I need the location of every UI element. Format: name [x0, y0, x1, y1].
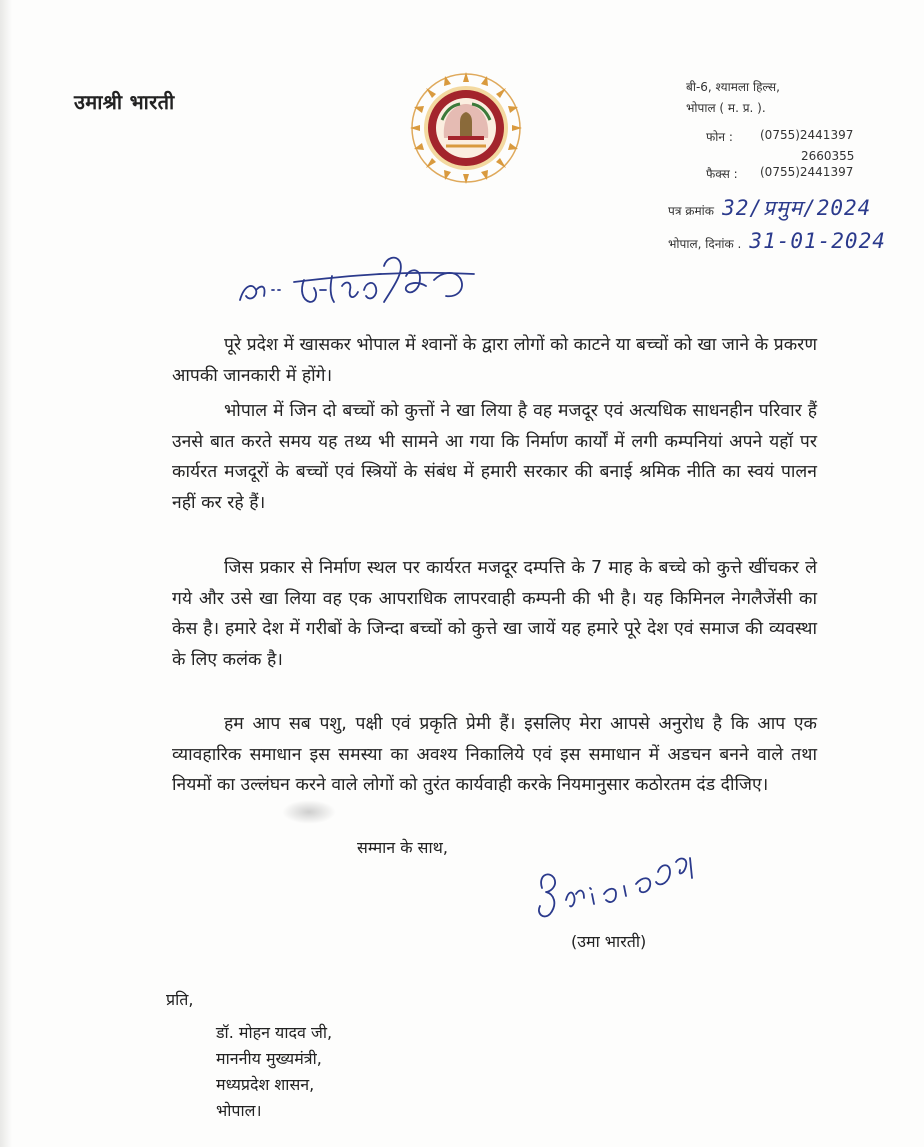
date-value: 31-01-2024 — [749, 229, 886, 253]
body-paragraph-2: भोपाल में जिन दो बच्चों को कुत्तों ने खा लिया है वह मजदूर एवं अत्यधिक साधनहीन परिवार हैं उनसे बात करते समय यह तथ्य भी सामने आ गया कि निर्माण कार्यों में लगी कम्पनियां अपने यहॉ पर कार्यरत मजदूरों के बच्चों एवं स्त्रियों के संबंध में हमारी सरकार की बनाई श्रमिक नीति का स्वयं पालन नहीं कर रहे हैं। — [172, 401, 817, 513]
letter-number-label: पत्र क्रमांक — [668, 204, 714, 218]
letter-number-value: 32/प्रमुम/2024 — [722, 196, 872, 220]
address-line-2: भोपाल ( म. प्र. ). — [686, 101, 766, 115]
ink-smudge — [282, 800, 336, 824]
phone-number-1: (0755)2441397 — [760, 128, 854, 142]
recipient-line-4: भोपाल। — [216, 1101, 262, 1120]
recipient-label: प्रति, — [166, 990, 194, 1009]
handwritten-signature — [520, 848, 730, 932]
phone-label: फोन : — [706, 130, 733, 144]
address-line-1: बी-6, श्यामला हिल्स, — [686, 80, 780, 94]
body-paragraph-3: जिस प्रकार से निर्माण स्थल पर कार्यरत मजदूर दम्पत्ति के 7 माह के बच्चे को कुत्ते खींचकर ले गये और उसे खा लिया वह एक आपराधिक लापरवाही कम्पनी की भी है। यह किमिनल नेगलैजेंसी का केस है। हमारे देश में गरीबों के जिन्दा बच्चों को कुत्ते खा जायें यह हमारे पूरे देश एवं समाज की व्यवस्था के लिए कलंक है। — [172, 558, 817, 670]
date-label: भोपाल, दिनांक . — [668, 237, 742, 251]
fax-number: (0755)2441397 — [760, 165, 854, 179]
closing-text: सम्मान के साथ, — [357, 838, 448, 857]
handwritten-salutation — [234, 246, 494, 316]
state-emblem-icon — [410, 72, 522, 184]
letter-number-row — [668, 194, 871, 222]
recipient-line-2: माननीय मुख्यमंत्री, — [216, 1049, 322, 1068]
signer-name: (उमा भारती) — [571, 932, 647, 951]
body-paragraph-4: हम आप सब पशु, पक्षी एवं प्रकृति प्रेमी हैं। इसलिए मेरा आपसे अनुरोध है कि आप एक व्यावहारिक समाधान इस समस्या का अवश्य निकालिये एवं इस समाधान में अडचन बनने वाले तथा नियमों का उल्लंघन करने वाले लोगों को तुरंत कार्यवाही करके नियमानुसार कठोरतम दंड दीजिए। — [172, 714, 817, 795]
sender-name: उमाश्री भारती — [74, 90, 175, 114]
page-edge-shadow — [0, 0, 12, 1147]
recipient-line-1: डॉ. मोहन यादव जी, — [216, 1023, 333, 1042]
phone-number-2: 2660355 — [801, 149, 855, 163]
fax-label: फैक्स : — [706, 167, 738, 181]
recipient-line-3: मध्यप्रदेश शासन, — [216, 1075, 315, 1094]
body-paragraph-1: पूरे प्रदेश में खासकर भोपाल में श्वानों के द्वारा लोगों को काटने या बच्चों को खा जाने के प्रकरण आपकी जानकारी में होंगे। — [172, 335, 817, 386]
date-row — [668, 229, 886, 253]
